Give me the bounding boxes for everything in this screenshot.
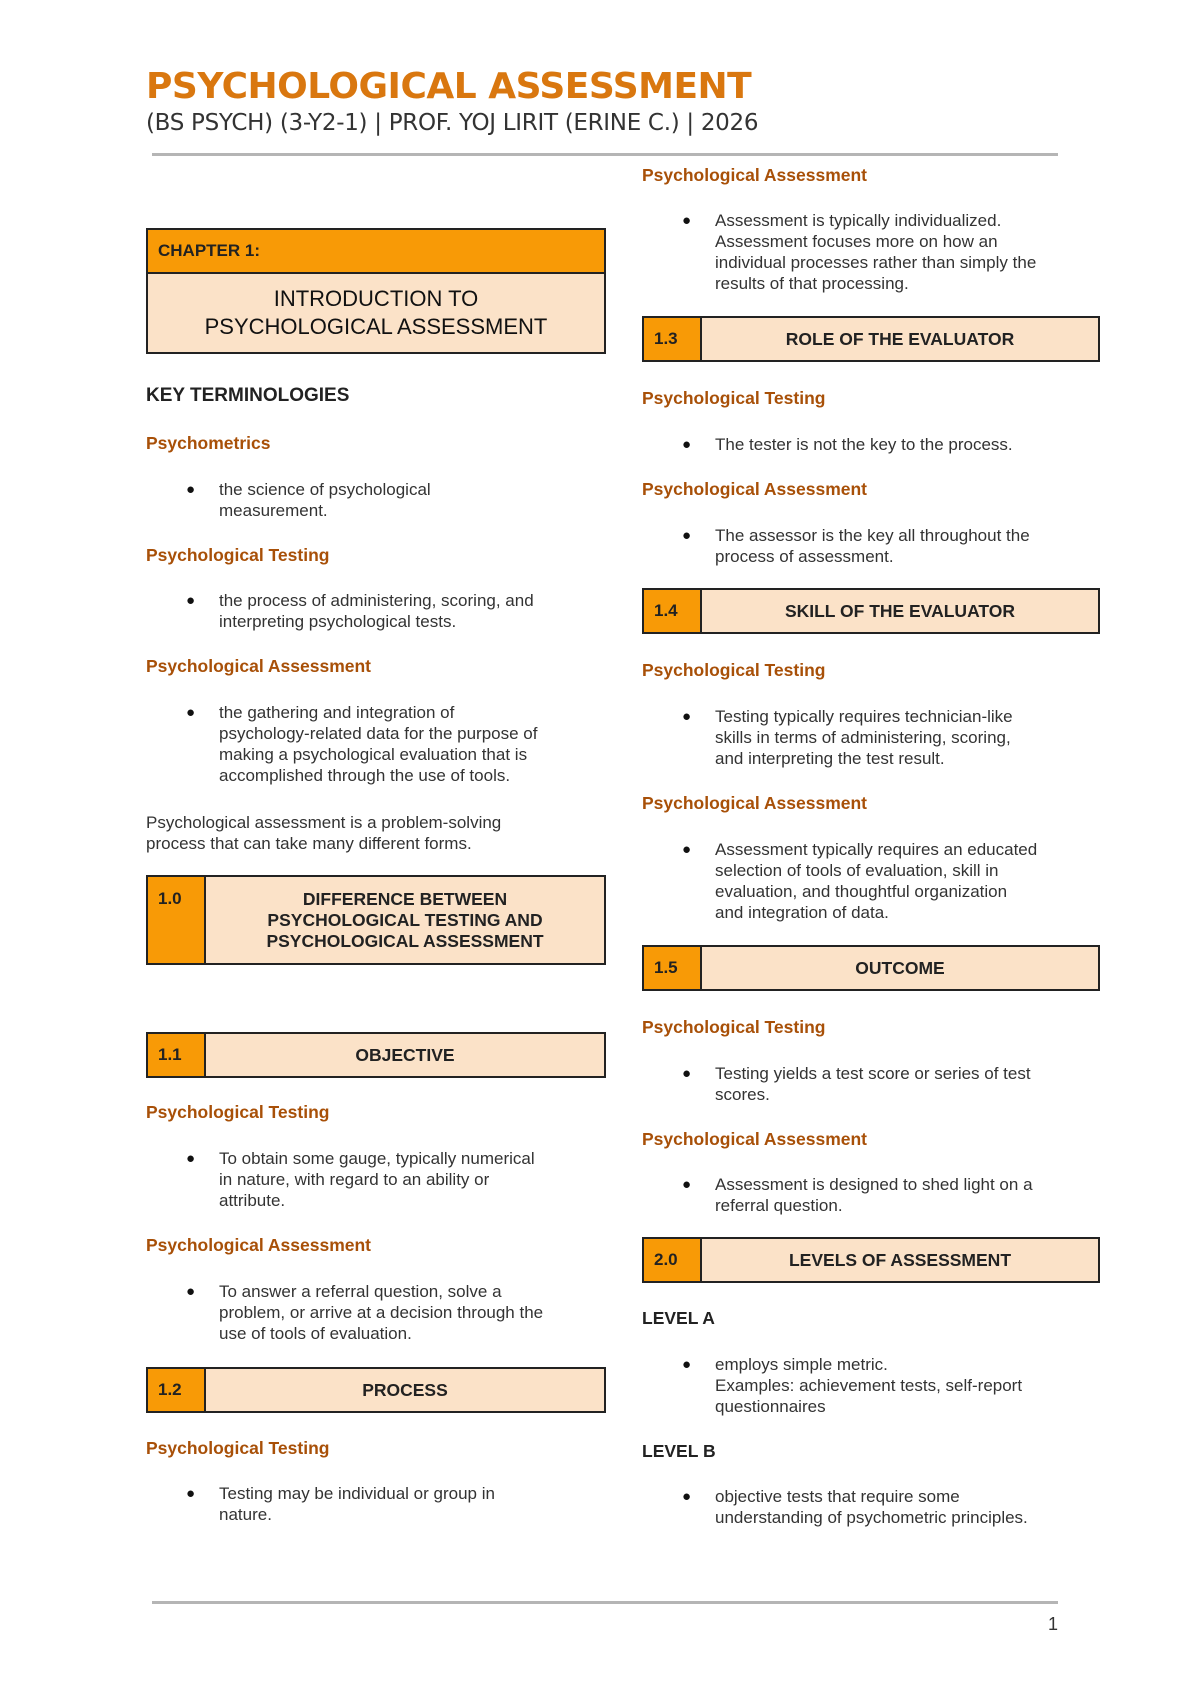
list-item xyxy=(186,1148,535,1211)
bullet-text: employs simple metric. xyxy=(715,1355,888,1374)
role-assessment-heading: Psychological Assessment xyxy=(642,479,868,499)
list-item xyxy=(682,1354,1023,1417)
section-title: OUTCOME xyxy=(702,947,1098,989)
bullet-text: making a psychological evaluation that is xyxy=(219,745,528,764)
assessment-definition-heading: Psychological Assessment xyxy=(146,656,372,676)
bullet-text: measurement. xyxy=(219,501,328,520)
paragraph-line: Psychological assessment is a problem-solving xyxy=(146,813,502,832)
testing-definition-heading: Psychological Testing xyxy=(146,545,330,565)
section-number: 1.0 xyxy=(148,877,206,963)
header-divider xyxy=(152,153,1058,156)
footer-divider xyxy=(152,1601,1058,1604)
bullet-icon: ● xyxy=(186,1150,196,1167)
objective-assessment-heading: Psychological Assessment xyxy=(146,1235,372,1255)
bullet-text: referral question. xyxy=(715,1196,843,1215)
bullet-text: psychology-related data for the purpose of xyxy=(219,724,538,743)
bullet-text: The tester is not the key to the process. xyxy=(715,435,1013,454)
role-testing-heading: Psychological Testing xyxy=(642,388,826,408)
section-title: LEVELS OF ASSESSMENT xyxy=(702,1239,1098,1281)
section-1-2-header xyxy=(146,1367,606,1413)
section-title: PROCESS xyxy=(206,1369,604,1411)
bullet-text: Assessment typically requires an educated xyxy=(715,840,1038,859)
chapter-label-text: CHAPTER 1: xyxy=(158,241,261,260)
section-1-1-header xyxy=(146,1032,606,1078)
list-item xyxy=(682,706,1013,769)
bullet-icon: ● xyxy=(682,1065,692,1082)
objective-testing-heading: Psychological Testing xyxy=(146,1102,330,1122)
assessment-paragraph xyxy=(146,812,501,854)
skill-testing-heading: Psychological Testing xyxy=(642,660,826,680)
list-item xyxy=(186,590,534,632)
list-item xyxy=(682,434,1013,455)
bullet-icon: ● xyxy=(682,1488,692,1505)
bullet-text: skills in terms of administering, scoring, xyxy=(715,728,1011,747)
level-b-heading: LEVEL B xyxy=(642,1441,716,1461)
section-title-line: PSYCHOLOGICAL ASSESSMENT xyxy=(266,930,544,951)
paragraph-line: process that can take many different forms. xyxy=(146,834,472,853)
list-item xyxy=(682,525,1030,567)
process-testing-heading: Psychological Testing xyxy=(146,1438,330,1458)
section-1-0-header xyxy=(146,875,606,965)
bullet-text: process of assessment. xyxy=(715,547,894,566)
bullet-text: questionnaires xyxy=(715,1397,826,1416)
section-1-4-header xyxy=(642,588,1100,634)
bullet-text: Testing yields a test score or series of test xyxy=(715,1064,1031,1083)
process-assessment-heading: Psychological Assessment xyxy=(642,165,868,185)
bullet-text: scores. xyxy=(715,1085,770,1104)
bullet-icon: ● xyxy=(682,212,692,229)
psychometrics-heading: Psychometrics xyxy=(146,433,271,453)
bullet-text: the process of administering, scoring, and xyxy=(219,591,534,610)
section-number: 1.2 xyxy=(148,1369,206,1411)
bullet-text: interpreting psychological tests. xyxy=(219,612,457,631)
level-a-heading: LEVEL A xyxy=(642,1308,715,1328)
bullet-icon: ● xyxy=(682,1356,692,1373)
section-title: ROLE OF THE EVALUATOR xyxy=(702,318,1098,360)
bullet-icon: ● xyxy=(682,708,692,725)
bullet-text: The assessor is the key all throughout the xyxy=(715,526,1030,545)
bullet-text: objective tests that require some xyxy=(715,1487,960,1506)
bullet-text: Assessment is designed to shed light on a xyxy=(715,1175,1033,1194)
bullet-icon: ● xyxy=(186,481,196,498)
bullet-icon: ● xyxy=(186,704,196,721)
section-number: 1.1 xyxy=(148,1034,206,1076)
chapter-label xyxy=(146,228,606,274)
list-item xyxy=(682,1063,1031,1105)
section-1-3-header xyxy=(642,316,1100,362)
bullet-text: the gathering and integration of xyxy=(219,703,455,722)
list-item xyxy=(186,1483,495,1525)
section-number: 2.0 xyxy=(644,1239,702,1281)
list-item xyxy=(186,479,431,521)
bullet-text: Testing may be individual or group in xyxy=(219,1484,495,1503)
bullet-text: and integration of data. xyxy=(715,903,889,922)
section-title: SKILL OF THE EVALUATOR xyxy=(702,590,1098,632)
chapter-title xyxy=(146,274,606,354)
list-item xyxy=(186,702,538,786)
list-item xyxy=(186,1281,544,1344)
section-title: OBJECTIVE xyxy=(206,1034,604,1076)
bullet-text: results of that processing. xyxy=(715,274,909,293)
bullet-text: in nature, with regard to an ability or xyxy=(219,1170,490,1189)
list-item xyxy=(682,1174,1033,1216)
key-terminologies-heading: KEY TERMINOLOGIES xyxy=(146,385,350,406)
list-item xyxy=(682,1486,1028,1528)
bullet-text: Examples: achievement tests, self-report xyxy=(715,1376,1023,1395)
section-number: 1.5 xyxy=(644,947,702,989)
bullet-text: To answer a referral question, solve a xyxy=(219,1282,502,1301)
bullet-icon: ● xyxy=(682,1176,692,1193)
bullet-icon: ● xyxy=(186,1283,196,1300)
list-item xyxy=(682,210,1037,294)
bullet-text: problem, or arrive at a decision through the xyxy=(219,1303,544,1322)
bullet-text: evaluation, and thoughtful organization xyxy=(715,882,1008,901)
skill-assessment-heading: Psychological Assessment xyxy=(642,793,868,813)
bullet-text: individual processes rather than simply the xyxy=(715,253,1037,272)
section-title-line: PSYCHOLOGICAL TESTING AND xyxy=(267,909,543,930)
section-2-0-header xyxy=(642,1237,1100,1283)
list-item xyxy=(682,839,1038,923)
bullet-text: and interpreting the test result. xyxy=(715,749,945,768)
bullet-text: Assessment focuses more on how an xyxy=(715,232,998,251)
section-number: 1.4 xyxy=(644,590,702,632)
section-title-line: DIFFERENCE BETWEEN xyxy=(302,888,508,909)
document-title: PSYCHOLOGICAL ASSESSMENT xyxy=(146,66,752,107)
bullet-text: nature. xyxy=(219,1505,272,1524)
bullet-text: Testing typically requires technician-like xyxy=(715,707,1013,726)
bullet-text: attribute. xyxy=(219,1191,286,1210)
bullet-icon: ● xyxy=(682,527,692,544)
bullet-icon: ● xyxy=(682,841,692,858)
bullet-text: use of tools of evaluation. xyxy=(219,1324,412,1343)
outcome-testing-heading: Psychological Testing xyxy=(642,1017,826,1037)
bullet-text: To obtain some gauge, typically numerical xyxy=(219,1149,535,1168)
bullet-text: Assessment is typically individualized. xyxy=(715,211,1002,230)
chapter-title-line1: INTRODUCTION TO xyxy=(273,286,479,311)
bullet-text: selection of tools of evaluation, skill in xyxy=(715,861,999,880)
bullet-text: the science of psychological xyxy=(219,480,431,499)
section-number: 1.3 xyxy=(644,318,702,360)
page-number: 1 xyxy=(1048,1614,1059,1634)
bullet-icon: ● xyxy=(186,1485,196,1502)
outcome-assessment-heading: Psychological Assessment xyxy=(642,1129,868,1149)
bullet-icon: ● xyxy=(682,436,692,453)
document-subtitle: (BS PSYCH) (3-Y2-1) | PROF. YOJ LIRIT (ERINE C.) | 2026 xyxy=(146,110,759,136)
section-1-5-header xyxy=(642,945,1100,991)
bullet-text: understanding of psychometric principles. xyxy=(715,1508,1028,1527)
section-title xyxy=(206,877,604,963)
bullet-text: accomplished through the use of tools. xyxy=(219,766,511,785)
bullet-icon: ● xyxy=(186,592,196,609)
chapter-title-line2: PSYCHOLOGICAL ASSESSMENT xyxy=(204,314,548,339)
